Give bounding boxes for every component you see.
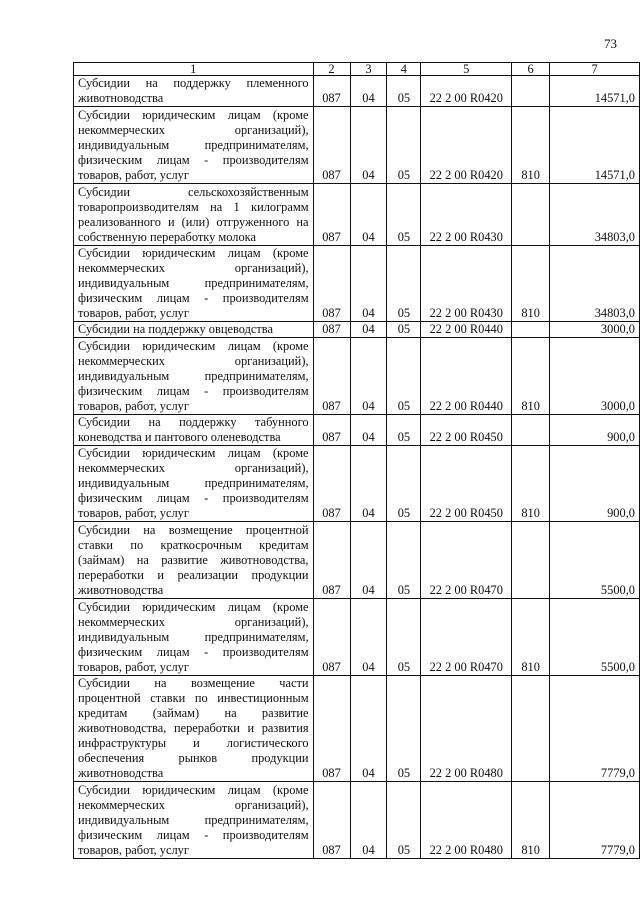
row-amount: 14571,0 [550, 107, 640, 184]
row-code-section: 04 [350, 184, 387, 246]
row-code-subsection: 05 [387, 522, 421, 599]
row-code-section: 04 [350, 599, 387, 676]
row-target-article: 22 2 00 R0480 [421, 676, 512, 782]
table-row [74, 599, 640, 676]
row-code-subsection: 05 [387, 415, 421, 446]
row-expense-type [512, 322, 550, 338]
header-col-1: 1 [74, 63, 314, 76]
row-amount: 14571,0 [550, 76, 640, 107]
table-row [74, 782, 640, 859]
table-row [74, 322, 640, 338]
row-expense-type [512, 415, 550, 446]
table-row [74, 446, 640, 522]
row-code-ministry: 087 [313, 76, 350, 107]
row-target-article: 22 2 00 R0440 [421, 322, 512, 338]
table-row [74, 522, 640, 599]
row-expense-type: 810 [512, 782, 550, 859]
row-target-article: 22 2 00 R0450 [421, 446, 512, 522]
row-expense-type [512, 676, 550, 782]
row-code-ministry: 087 [313, 782, 350, 859]
row-expense-type [512, 522, 550, 599]
row-description: Субсидии юридическим лицам (кроме некоммерческих организаций), индивидуальным предпринимателям, физическим лицам - производителям товаров, работ, услуг [74, 338, 314, 415]
row-code-ministry: 087 [313, 446, 350, 522]
row-code-subsection: 05 [387, 599, 421, 676]
header-col-4: 4 [387, 63, 421, 76]
page-number: 73 [604, 36, 617, 51]
row-code-ministry: 087 [313, 246, 350, 322]
row-amount: 34803,0 [550, 246, 640, 322]
row-code-subsection: 05 [387, 446, 421, 522]
row-code-ministry: 087 [313, 676, 350, 782]
row-code-subsection: 05 [387, 782, 421, 859]
row-target-article: 22 2 00 R0430 [421, 246, 512, 322]
row-target-article: 22 2 00 R0450 [421, 415, 512, 446]
row-code-section: 04 [350, 522, 387, 599]
row-code-ministry: 087 [313, 415, 350, 446]
row-description: Субсидии на поддержку овцеводства [74, 322, 314, 338]
row-code-section: 04 [350, 246, 387, 322]
header-col-7: 7 [550, 63, 640, 76]
row-code-ministry: 087 [313, 522, 350, 599]
table-row [74, 676, 640, 782]
row-code-ministry: 087 [313, 107, 350, 184]
table-row [74, 415, 640, 446]
row-amount: 5500,0 [550, 522, 640, 599]
budget-table [73, 62, 640, 859]
row-target-article: 22 2 00 R0470 [421, 522, 512, 599]
row-code-section: 04 [350, 415, 387, 446]
row-description: Субсидии на поддержку племенного животноводства [74, 76, 314, 107]
row-expense-type: 810 [512, 446, 550, 522]
row-code-ministry: 087 [313, 322, 350, 338]
row-target-article: 22 2 00 R0470 [421, 599, 512, 676]
row-amount: 900,0 [550, 415, 640, 446]
row-target-article: 22 2 00 R0420 [421, 76, 512, 107]
row-code-subsection: 05 [387, 184, 421, 246]
table-row [74, 338, 640, 415]
row-code-section: 04 [350, 107, 387, 184]
row-code-subsection: 05 [387, 338, 421, 415]
header-col-3: 3 [350, 63, 387, 76]
table-row [74, 76, 640, 107]
header-row [74, 63, 640, 76]
header-col-2: 2 [313, 63, 350, 76]
table-row [74, 184, 640, 246]
row-description: Субсидии юридическим лицам (кроме некоммерческих организаций), индивидуальным предпринимателям, физическим лицам - производителям товаров, работ, услуг [74, 446, 314, 522]
row-code-subsection: 05 [387, 107, 421, 184]
row-code-section: 04 [350, 446, 387, 522]
row-description: Субсидии сельскохозяйственным товаропроизводителям на 1 килограмм реализованного и (или) отгруженного на собственную переработку молока [74, 184, 314, 246]
row-amount: 5500,0 [550, 599, 640, 676]
row-expense-type [512, 184, 550, 246]
row-code-section: 04 [350, 338, 387, 415]
row-target-article: 22 2 00 R0480 [421, 782, 512, 859]
row-code-ministry: 087 [313, 184, 350, 246]
header-col-6: 6 [512, 63, 550, 76]
row-expense-type [512, 76, 550, 107]
row-description: Субсидии юридическим лицам (кроме некоммерческих организаций), индивидуальным предпринимателям, физическим лицам - производителям товаров, работ, услуг [74, 599, 314, 676]
row-amount: 7779,0 [550, 676, 640, 782]
row-expense-type: 810 [512, 338, 550, 415]
row-description: Субсидии на возмещение части процентной ставки по инвестиционным кредитам (займам) на развитие животноводства, переработки и развития инфраструктуры и логистического обеспечения рынков продукции животноводства [74, 676, 314, 782]
row-code-ministry: 087 [313, 338, 350, 415]
row-amount: 34803,0 [550, 184, 640, 246]
row-expense-type: 810 [512, 107, 550, 184]
row-target-article: 22 2 00 R0420 [421, 107, 512, 184]
header-col-5: 5 [421, 63, 512, 76]
row-amount: 7779,0 [550, 782, 640, 859]
row-expense-type: 810 [512, 599, 550, 676]
row-description: Субсидии на возмещение процентной ставки по краткосрочным кредитам (займам) на развитие животноводства, переработки и реализации продукции животноводства [74, 522, 314, 599]
row-description: Субсидии юридическим лицам (кроме некоммерческих организаций), индивидуальным предпринимателям, физическим лицам - производителям товаров, работ, услуг [74, 246, 314, 322]
row-amount: 3000,0 [550, 338, 640, 415]
row-code-section: 04 [350, 676, 387, 782]
row-code-subsection: 05 [387, 76, 421, 107]
row-description: Субсидии юридическим лицам (кроме некоммерческих организаций), индивидуальным предпринимателям, физическим лицам - производителям товаров, работ, услуг [74, 107, 314, 184]
row-code-section: 04 [350, 782, 387, 859]
row-code-subsection: 05 [387, 322, 421, 338]
row-code-section: 04 [350, 76, 387, 107]
row-target-article: 22 2 00 R0430 [421, 184, 512, 246]
row-expense-type: 810 [512, 246, 550, 322]
row-target-article: 22 2 00 R0440 [421, 338, 512, 415]
table-row [74, 246, 640, 322]
table-row [74, 107, 640, 184]
row-description: Субсидии на поддержку табунного коневодства и пантового оленеводства [74, 415, 314, 446]
row-code-section: 04 [350, 322, 387, 338]
row-code-subsection: 05 [387, 676, 421, 782]
row-code-ministry: 087 [313, 599, 350, 676]
row-amount: 3000,0 [550, 322, 640, 338]
row-amount: 900,0 [550, 446, 640, 522]
row-description: Субсидии юридическим лицам (кроме некоммерческих организаций), индивидуальным предпринимателям, физическим лицам - производителям товаров, работ, услуг [74, 782, 314, 859]
row-code-subsection: 05 [387, 246, 421, 322]
